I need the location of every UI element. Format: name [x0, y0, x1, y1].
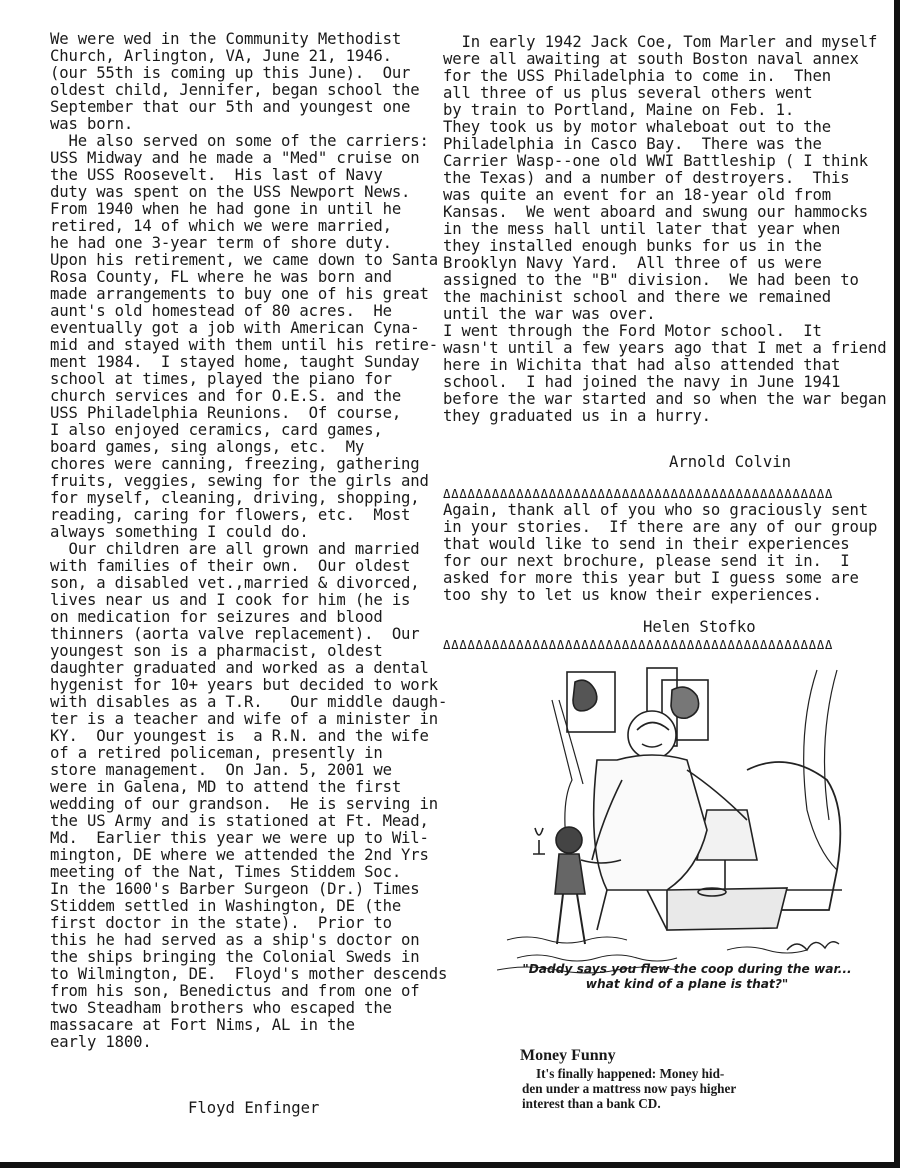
page-bottom-edge — [0, 1162, 900, 1168]
left-text-line: From 1940 when he had gone in until he — [50, 200, 402, 218]
left-text-line: (our 55th is coming up this June). Our — [50, 64, 411, 82]
right-text-line: until the war was over. — [443, 305, 656, 323]
left-text-line: mid and stayed with them until his retire- — [50, 336, 439, 354]
right-text-line: Carrier Wasp--one old WWI Battleship ( I think — [443, 152, 868, 170]
left-text-line: fruits, veggies, sewing for the girls and — [50, 472, 429, 490]
money-funny-line-1: It's finally happened: Money hid- — [536, 1066, 725, 1081]
left-text-line: thinners (aorta valve replacement). Our — [50, 625, 420, 643]
right-text-line: I went through the Ford Motor school. It — [443, 322, 822, 340]
right-text-line: school. I had joined the navy in June 1941 — [443, 373, 841, 391]
left-text-line: youngest son is a pharmacist, oldest — [50, 642, 383, 660]
note-text-line: in your stories. If there are any of our group — [443, 518, 878, 536]
left-text-line: two Steadham brothers who escaped the — [50, 999, 392, 1017]
left-text-line: retired, 14 of which we were married, — [50, 217, 392, 235]
right-text-line: all three of us plus several others went — [443, 84, 813, 102]
left-text-line: he had one 3-year term of shore duty. — [50, 234, 392, 252]
caption-line-1: "Daddy says you flew the coop during the war... — [522, 962, 852, 976]
left-text-line: to Wilmington, DE. Floyd's mother descends — [50, 965, 448, 983]
money-funny-title: Money Funny — [520, 1047, 616, 1064]
right-text-line: In early 1942 Jack Coe, Tom Marler and myself — [443, 33, 878, 51]
signature-floyd-enfinger: Floyd Enfinger — [188, 1099, 320, 1117]
left-text-line: USS Philadelphia Reunions. Of course, — [50, 404, 402, 422]
left-text-line: the US Army and is stationed at Ft. Mead, — [50, 812, 429, 830]
left-text-line: this he had served as a ship's doctor on — [50, 931, 420, 949]
right-text-line: They took us by motor whaleboat out to the — [443, 118, 832, 136]
note-text-line: that would like to send in their experiences — [443, 535, 850, 553]
signature-arnold-colvin: Arnold Colvin — [669, 453, 792, 471]
left-text-line: store management. On Jan. 5, 2001 we — [50, 761, 392, 779]
left-text-line: massacare at Fort Nims, AL in the — [50, 1016, 355, 1034]
left-text-line: aunt's old homestead of 80 acres. He — [50, 302, 392, 320]
left-text-line: board games, sing alongs, etc. My — [50, 438, 365, 456]
right-text-line: for the USS Philadelphia to come in. Then — [443, 67, 832, 85]
left-text-line: oldest child, Jennifer, began school the — [50, 81, 420, 99]
left-text-line: lives near us and I cook for him (he is — [50, 591, 411, 609]
left-text-line: eventually got a job with American Cyna- — [50, 319, 420, 337]
left-text-line: meeting of the Nat, Times Stiddem Soc. — [50, 863, 402, 881]
left-text-line: early 1800. — [50, 1033, 152, 1051]
left-text-line: church services and for O.E.S. and the — [50, 387, 402, 405]
left-text-line: Stiddem settled in Washington, DE (the — [50, 897, 402, 915]
left-text-line: the USS Roosevelt. His last of Navy — [50, 166, 383, 184]
left-text-line: on medication for seizures and blood — [50, 608, 383, 626]
right-text-line: was quite an event for an 18-year old from — [443, 186, 832, 204]
right-text-line: were all awaiting at south Boston naval annex — [443, 50, 859, 68]
note-text-line: Again, thank all of you who so graciously sent — [443, 501, 868, 519]
left-text-line: made arrangements to buy one of his great — [50, 285, 429, 303]
left-text-line: for myself, cleaning, driving, shopping, — [50, 489, 420, 507]
cartoon-illustration — [497, 660, 877, 980]
left-text-line: from his son, Benedictus and from one of — [50, 982, 420, 1000]
note-text-line: for our next brochure, please send it in. I — [443, 552, 850, 570]
left-text-line: Md. Earlier this year we were up to Wil- — [50, 829, 429, 847]
left-text-line: In the 1600's Barber Surgeon (Dr.) Times — [50, 880, 420, 898]
left-text-line: son, a disabled vet.,married & divorced, — [50, 574, 420, 592]
left-text-line: mington, DE where we attended the 2nd Yrs — [50, 846, 429, 864]
right-text-line: Philadelphia in Casco Bay. There was the — [443, 135, 822, 153]
right-text-line: in the mess hall until later that year when — [443, 220, 841, 238]
right-text-line: the machinist school and there we remained — [443, 288, 832, 306]
right-text-line: before the war started and so when the war began — [443, 390, 887, 408]
left-text-line: were in Galena, MD to attend the first — [50, 778, 402, 796]
note-text-line: asked for more this year but I guess some are — [443, 569, 859, 587]
cartoon-caption — [497, 962, 877, 992]
left-text-line: He also served on some of the carriers: — [50, 132, 429, 150]
note-text-line: too shy to let us know their experiences. — [443, 586, 822, 604]
caption-line-2: what kind of a plane is that?" — [585, 977, 789, 991]
left-text-line: the ships bringing the Colonial Sweds in — [50, 948, 420, 966]
left-text-line: school at times, played the piano for — [50, 370, 392, 388]
right-text-line: Brooklyn Navy Yard. All three of us were — [443, 254, 822, 272]
left-text-line: always something I could do. — [50, 523, 309, 541]
page-right-edge — [894, 0, 900, 1168]
left-text-line: duty was spent on the USS Newport News. — [50, 183, 411, 201]
right-text-line: Kansas. We went aboard and swung our hammocks — [443, 203, 868, 221]
money-funny-line-3: interest than a bank CD. — [522, 1096, 661, 1111]
left-text-line: was born. — [50, 115, 134, 133]
left-text-line: KY. Our youngest is a R.N. and the wife — [50, 727, 429, 745]
left-text-line: daughter graduated and worked as a dental — [50, 659, 429, 677]
left-text-line: wedding of our grandson. He is serving in — [50, 795, 439, 813]
left-text-line: hygenist for 10+ years but decided to work — [50, 676, 439, 694]
right-text-line: assigned to the "B" division. We had been to — [443, 271, 859, 289]
left-text-line: of a retired policeman, presently in — [50, 744, 383, 762]
right-text-line: here in Wichita that had also attended that — [443, 356, 841, 374]
delta-separator-2: ΔΔΔΔΔΔΔΔΔΔΔΔΔΔΔΔΔΔΔΔΔΔΔΔΔΔΔΔΔΔΔΔΔΔΔΔΔΔΔΔΔΔΔΔΔΔΔΔ — [443, 638, 834, 652]
left-text-line: ter is a teacher and wife of a minister in — [50, 710, 439, 728]
right-text-line: they graduated us in a hurry. — [443, 407, 711, 425]
delta-separator: ΔΔΔΔΔΔΔΔΔΔΔΔΔΔΔΔΔΔΔΔΔΔΔΔΔΔΔΔΔΔΔΔΔΔΔΔΔΔΔΔΔΔΔΔΔΔΔΔ — [443, 487, 834, 501]
left-text-line: I also enjoyed ceramics, card games, — [50, 421, 383, 439]
left-text-line: Our children are all grown and married — [50, 540, 420, 558]
left-text-line: chores were canning, freezing, gathering — [50, 455, 420, 473]
left-text-line: first doctor in the state). Prior to — [50, 914, 392, 932]
left-text-line: September that our 5th and youngest one — [50, 98, 411, 116]
left-text-line: with families of their own. Our oldest — [50, 557, 411, 575]
left-text-line: Upon his retirement, we came down to Santa — [50, 251, 439, 269]
right-text-line: wasn't until a few years ago that I met a friend — [443, 339, 887, 357]
money-funny-line-2: den under a mattress now pays higher — [522, 1081, 737, 1096]
left-text-line: reading, caring for flowers, etc. Most — [50, 506, 411, 524]
right-text-line: they installed enough bunks for us in the — [443, 237, 822, 255]
left-text-line: Rosa County, FL where he was born and — [50, 268, 392, 286]
left-text-line: We were wed in the Community Methodist — [50, 30, 402, 48]
signature-helen-stofko: Helen Stofko — [643, 618, 756, 636]
left-text-line: USS Midway and he made a "Med" cruise on — [50, 149, 420, 167]
left-text-line: ment 1984. I stayed home, taught Sunday — [50, 353, 420, 371]
right-text-line: the Texas) and a number of destroyers. This — [443, 169, 850, 187]
right-text-line: by train to Portland, Maine on Feb. 1. — [443, 101, 795, 119]
left-text-line: Church, Arlington, VA, June 21, 1946. — [50, 47, 392, 65]
left-text-line: with disables as a T.R. Our middle daugh- — [50, 693, 448, 711]
